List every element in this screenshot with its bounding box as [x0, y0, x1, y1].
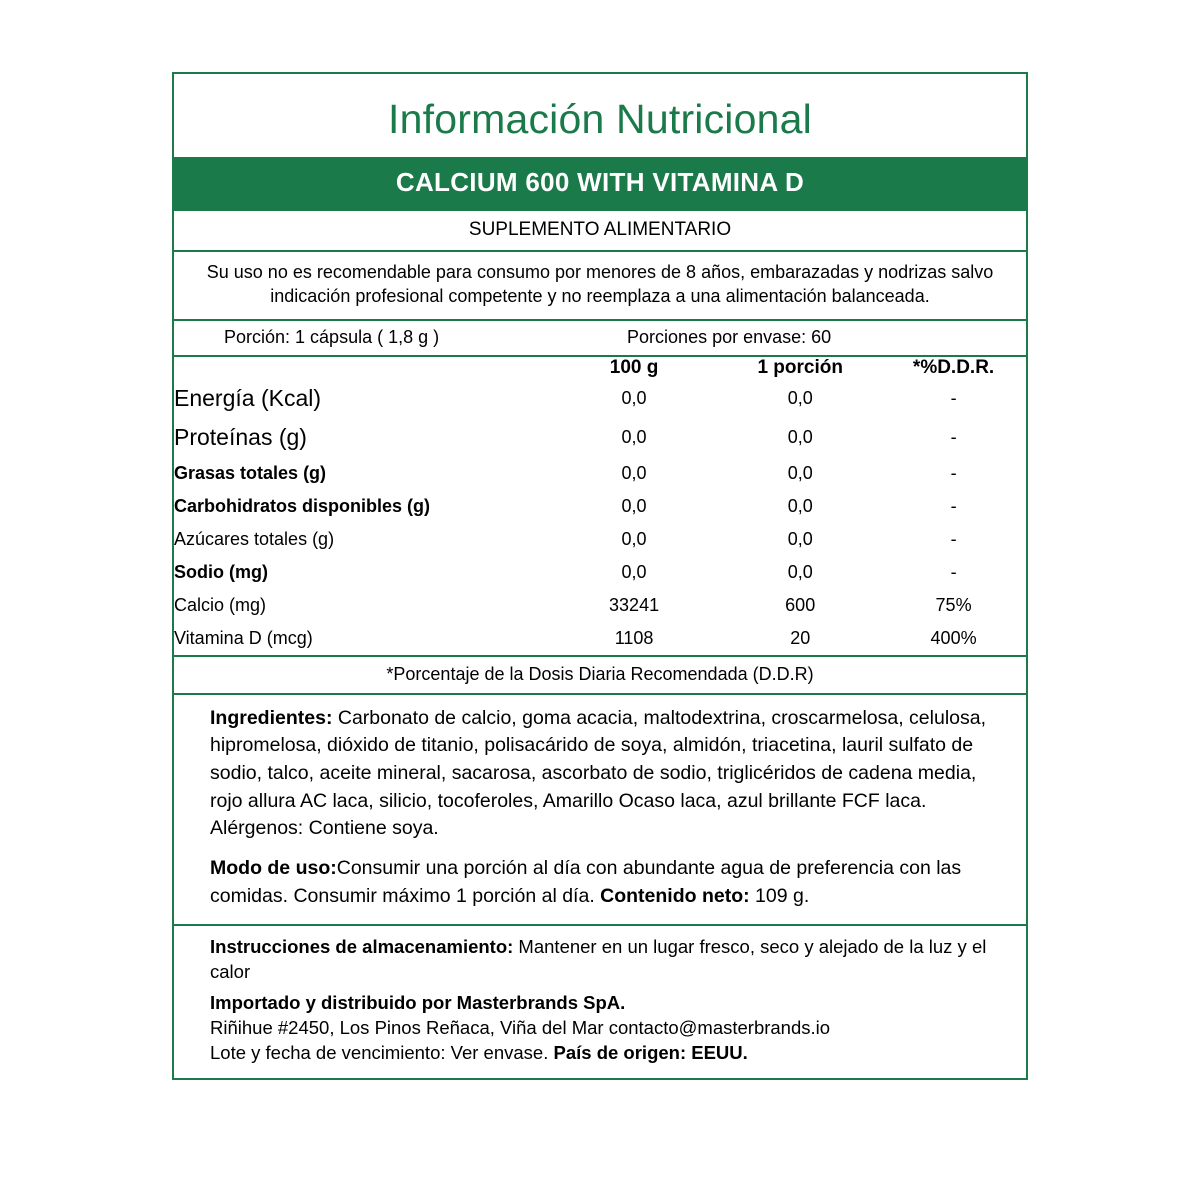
nutrient-portion: 0,0 [787, 387, 813, 408]
ingredients-text: Carbonato de calcio, goma acacia, maltodextrina, croscarmelosa, celulosa, hipromelosa, dióxido de titanio, polisacárido de soya, almidón, triacetina, lauril sulfato de sodio, talco, aceite mineral, sacarosa, ascorbato de sodio, triglicéridos de cadena media, rojo allura AC laca, silicio, tocoferoles, Amarillo Ocaso laca, azul brillante FCF laca. Alérgenos: Contiene soya. [210, 706, 987, 840]
portions-per-container: Porciones por envase: 60 [627, 326, 832, 347]
nutrition-table [174, 357, 1026, 655]
net-content-label: Contenido neto: [600, 884, 750, 907]
product-name-bar: CALCIUM 600 WITH VITAMINA D [174, 157, 1026, 209]
importer-company [210, 991, 992, 1016]
table-row [174, 556, 1026, 589]
nutrient-name: Grasas totales (g) [174, 462, 327, 483]
nutrient-portion: 0,0 [787, 561, 813, 582]
ingredients-paragraph [174, 695, 1026, 849]
nutrient-portion: 600 [785, 594, 816, 615]
storage-text: Mantener en un lugar fresco, seco y alejado de la luz y el calor [210, 936, 987, 983]
nutrient-100g: 0,0 [621, 462, 647, 483]
nutrient-name: Energía (Kcal) [174, 384, 322, 411]
table-row [174, 379, 1026, 418]
nutrient-100g: 0,0 [621, 561, 647, 582]
col-header-portion: 1 porción [757, 356, 843, 378]
table-row [174, 589, 1026, 622]
table-row [174, 418, 1026, 457]
nutrient-name: Calcio (mg) [174, 594, 267, 615]
nutrient-portion: 0,0 [787, 462, 813, 483]
nutrient-ddr: - [950, 426, 957, 447]
page-title: Información Nutricional [388, 96, 812, 142]
portion-row [174, 319, 1026, 355]
nutrient-100g: 0,0 [621, 426, 647, 447]
usage-text: Consumir una porción al día con abundante agua de preferencia con las comidas. Consumir máximo 1 porción al día. [210, 857, 962, 907]
portion-size: Porción: 1 cápsula ( 1,8 g ) [224, 326, 440, 347]
col-header-ddr: *%D.D.R. [912, 356, 995, 378]
nutrient-100g: 33241 [609, 594, 660, 615]
nutrient-name: Proteínas (g) [174, 423, 307, 450]
usage-label: Modo de uso: [210, 857, 337, 880]
table-row [174, 523, 1026, 556]
table-row [174, 490, 1026, 523]
nutrient-name: Azúcares totales (g) [174, 528, 335, 549]
nutrient-ddr: - [950, 561, 957, 582]
importer-lot-origin [210, 1041, 992, 1066]
importer-address: Riñihue #2450, Los Pinos Reñaca, Viña del Mar contacto@masterbrands.io [210, 1017, 831, 1039]
ingredients-section [174, 693, 1026, 925]
nutrient-ddr: 75% [935, 594, 972, 615]
importer-company-text: Importado y distribuido por Masterbrands SpA. [210, 992, 626, 1014]
table-row [174, 622, 1026, 655]
nutrient-ddr: - [950, 495, 957, 516]
nutrient-name: Sodio (mg) [174, 561, 268, 582]
table-header-row [174, 357, 1026, 379]
nutrient-name: Vitamina D (mcg) [174, 627, 313, 648]
nutrient-100g: 1108 [614, 627, 654, 648]
col-header-name [174, 357, 549, 379]
net-content-value: 109 g. [749, 884, 810, 907]
nutrient-ddr: - [950, 528, 957, 549]
importer-block [174, 989, 1026, 1078]
footer-section [174, 924, 1026, 1078]
nutrient-100g: 0,0 [621, 528, 647, 549]
nutrient-ddr: - [950, 387, 957, 408]
lot-text: Lote y fecha de vencimiento: Ver envase. [210, 1042, 554, 1064]
nutrient-name: Carbohidratos disponibles (g) [174, 495, 431, 516]
nutrient-100g: 0,0 [621, 387, 647, 408]
ddr-footnote: *Porcentaje de la Dosis Diaria Recomendada (D.D.R) [174, 655, 1026, 693]
supplement-type: SUPLEMENTO ALIMENTARIO [174, 209, 1026, 250]
ingredients-label: Ingredientes: [210, 706, 333, 729]
nutrition-facts-panel [172, 72, 1028, 1080]
col-header-100g: 100 g [609, 356, 659, 378]
origin-text: País de origen: EEUU. [553, 1042, 748, 1064]
nutrient-portion: 20 [790, 627, 811, 648]
nutrient-ddr: - [950, 462, 957, 483]
nutrition-table-wrap [174, 355, 1026, 655]
storage-paragraph [174, 926, 1026, 989]
nutrient-100g: 0,0 [621, 495, 647, 516]
usage-warning: Su uso no es recomendable para consumo por menores de 8 años, embarazadas y nodrizas salvo indicación profesional competente y no reemplaza a una alimentación balanceada. [174, 250, 1026, 319]
table-row [174, 457, 1026, 490]
nutrient-portion: 0,0 [787, 495, 813, 516]
nutrient-ddr: 400% [930, 627, 977, 648]
usage-paragraph [174, 849, 1026, 924]
storage-label: Instrucciones de almacenamiento: [210, 936, 514, 958]
nutrient-portion: 0,0 [787, 426, 813, 447]
nutrient-portion: 0,0 [787, 528, 813, 549]
